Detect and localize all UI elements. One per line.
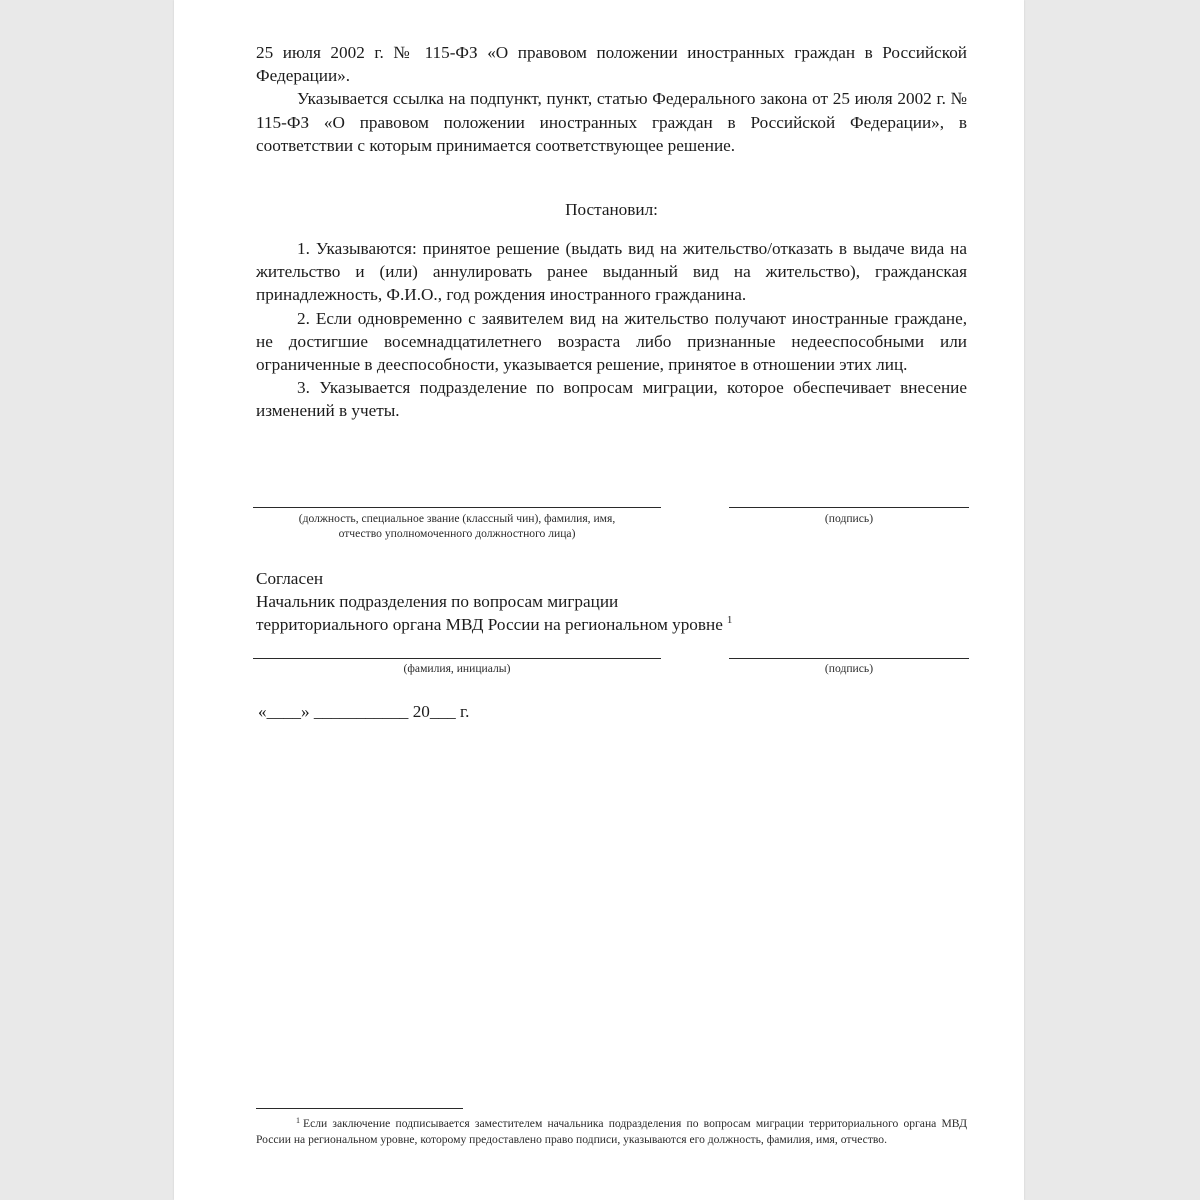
signature-caption-2: (подпись) xyxy=(824,662,874,675)
name-caption: (фамилия, инициалы) xyxy=(403,662,511,675)
decision-items xyxy=(256,237,967,423)
footnote xyxy=(256,1116,967,1147)
agreement-block xyxy=(256,567,732,637)
paragraph-law-reference: 25 июля 2002 г. № 115-ФЗ «О правовом положении иностранных граждан в Российской Федерации». xyxy=(256,43,967,86)
signature-line-2 xyxy=(729,658,969,659)
agreement-title-line1: Начальник подразделения по вопросам миграции xyxy=(256,592,619,612)
paragraph-law-citation: Указывается ссылка на подпункт, пункт, статью Федерального закона от 25 июля 2002 г. № 115-ФЗ «О правовом положении иностранных граждан в Российской Федерации», в соответствии с которым принимается соответствующее решение. xyxy=(256,89,967,155)
section-heading: Постановил: xyxy=(565,200,658,219)
footnote-reference: 1 xyxy=(726,614,733,627)
decision-item-3: 3. Указывается подразделение по вопросам миграции, которое обеспечивает внесение изменений в учеты. xyxy=(256,378,967,421)
intro-text xyxy=(256,41,967,157)
footnote-divider xyxy=(256,1108,463,1109)
name-signature-line xyxy=(253,658,661,659)
agreement-title-line2: территориального органа МВД России на региональном уровне $^1$ xyxy=(256,614,733,635)
document-page xyxy=(174,0,1024,1200)
footnote-mark: 1 xyxy=(296,1116,300,1125)
date-field: «____» ___________ 20___ г. xyxy=(258,702,470,721)
decision-item-2: 2. Если одновременно с заявителем вид на жительство получают иностранные граждане, не достигшие восемнадцатилетнего возраста либо признанные недееспособными или ограниченные в дееспособности, указывается решение, принятое в отношении этих лиц. xyxy=(256,308,967,375)
decision-item-1: 1. Указываются: принятое решение (выдать вид на жительство/отказать в выдаче вида на жительство и (или) аннулировать ранее выданный вид на жительство), гражданская принадлежность, Ф.И.О., год рождения иностранного гражданина. xyxy=(256,239,967,305)
position-signature-line xyxy=(253,507,661,508)
agreement-label: Согласен xyxy=(256,569,324,588)
footnote-text: Если заключение подписывается заместителем начальника подразделения по вопросам миграции территориального органа МВД России на региональном уровне, которому предоставлено право подписи, указываются его должность, фамилия, имя, отчество. xyxy=(256,1117,967,1146)
signature-line-1 xyxy=(729,507,969,508)
position-caption: (должность, специальное звание (классный чин), фамилия, имя, отчество уполномоченного должностного лица) xyxy=(298,512,616,540)
signature-caption-1: (подпись) xyxy=(824,512,874,525)
